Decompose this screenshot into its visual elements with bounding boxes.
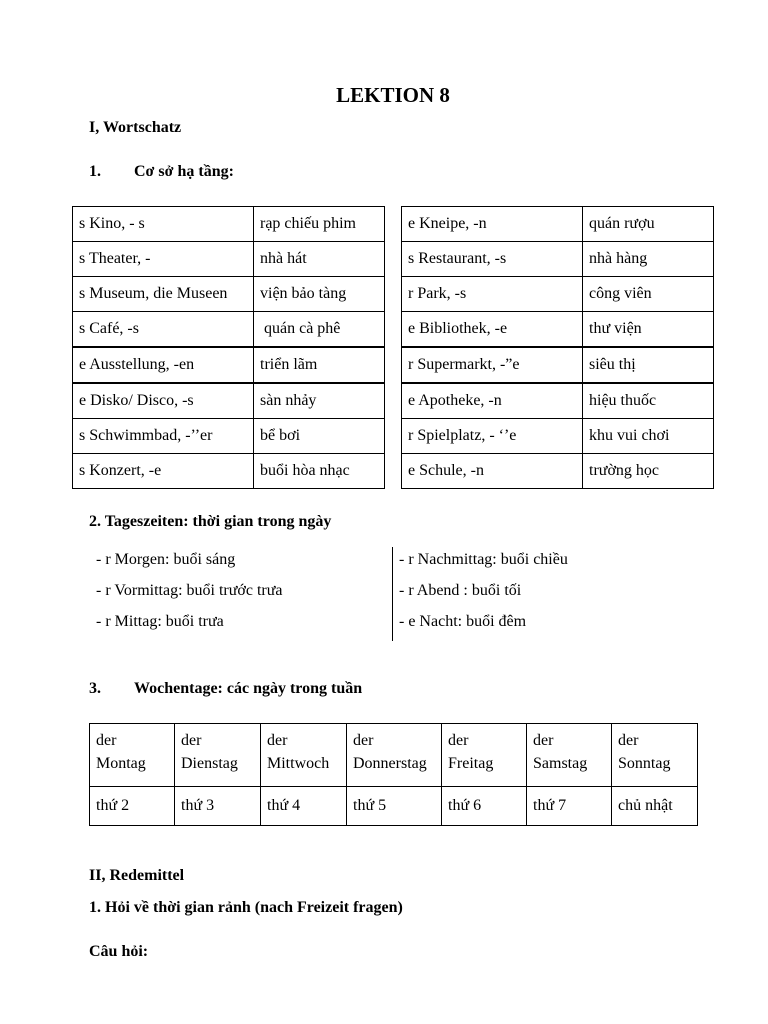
subheading-infrastructure [89, 163, 234, 181]
vocab-german: s Restaurant, -s [402, 242, 583, 277]
vocab-german: r Supermarkt, -”e [402, 347, 583, 383]
vocab-vietnamese: thư viện [583, 312, 714, 348]
weekday-german: der Sonntag [612, 724, 698, 787]
vocab-vietnamese: hiệu thuốc [583, 383, 714, 419]
subheading-text: Cơ sở hạ tầng: [134, 163, 234, 180]
vocab-german: r Spielplatz, - ‘’e [402, 419, 583, 454]
weekday-german: der Freitag [442, 724, 527, 787]
subheading-free-time: 1. Hỏi về thời gian rảnh (nach Freizeit fragen) [89, 899, 403, 916]
questions-label: Câu hỏi: [89, 943, 149, 960]
vocab-vietnamese: bể bơi [254, 419, 385, 454]
subheading-times-of-day: 2. Tageszeiten: thời gian trong ngày [89, 513, 332, 530]
vocab-vietnamese: quán cà phê [254, 312, 385, 348]
vocab-table-right [401, 206, 714, 489]
subheading-text: Wochentage: các ngày trong tuần [134, 680, 363, 697]
time-item: - r Vormittag: buổi trước trưa [96, 582, 283, 599]
vocab-vietnamese: khu vui chơi [583, 419, 714, 454]
subheading-weekdays [89, 680, 362, 698]
times-list-left [96, 544, 283, 637]
vocab-german: e Schule, -n [402, 454, 583, 489]
vocab-vietnamese: quán rượu [583, 207, 714, 242]
time-item: - r Abend : buổi tối [399, 582, 522, 599]
weekday-vietnamese: chủ nhật [612, 787, 698, 826]
vocab-vietnamese: viện bảo tàng [254, 277, 385, 312]
vocab-vietnamese: sàn nhảy [254, 383, 385, 419]
weekday-vietnamese: thứ 5 [347, 787, 442, 826]
weekday-german: der Montag [90, 724, 175, 787]
vocab-german: e Apotheke, -n [402, 383, 583, 419]
vocab-german: s Konzert, -e [73, 454, 254, 489]
vocab-german: e Ausstellung, -en [73, 347, 254, 383]
vocab-german: s Museum, die Museen [73, 277, 254, 312]
weekday-vietnamese: thứ 6 [442, 787, 527, 826]
weekday-vietnamese: thứ 7 [527, 787, 612, 826]
weekday-vietnamese: thứ 2 [90, 787, 175, 826]
weekday-german: der Dienstag [175, 724, 261, 787]
vocab-vietnamese: siêu thị [583, 347, 714, 383]
weekday-vietnamese: thứ 4 [261, 787, 347, 826]
weekday-vietnamese: thứ 3 [175, 787, 261, 826]
vocab-german: r Park, -s [402, 277, 583, 312]
vocab-vietnamese: triển lãm [254, 347, 385, 383]
vocab-german: e Disko/ Disco, -s [73, 383, 254, 419]
vocab-vietnamese: rạp chiếu phim [254, 207, 385, 242]
column-divider [392, 547, 393, 641]
time-item: - r Nachmittag: buổi chiều [399, 551, 568, 568]
weekday-german: der Donnerstag [347, 724, 442, 787]
times-list-right [399, 544, 568, 637]
vocab-vietnamese: nhà hát [254, 242, 385, 277]
time-item: - r Morgen: buổi sáng [96, 551, 236, 568]
vocab-german: e Kneipe, -n [402, 207, 583, 242]
vocab-german: s Schwimmbad, -’’er [73, 419, 254, 454]
vocab-german: s Café, -s [73, 312, 254, 348]
weekday-german: der Mittwoch [261, 724, 347, 787]
vocab-vietnamese: nhà hàng [583, 242, 714, 277]
subheading-number: 1. [89, 163, 101, 180]
weekday-german: der Samstag [527, 724, 612, 787]
weekdays-table [89, 723, 698, 826]
vocab-table-left [72, 206, 385, 489]
section-heading-redemittel: II, Redemittel [89, 867, 185, 884]
vocab-german: s Kino, - s [73, 207, 254, 242]
vocab-german: e Bibliothek, -e [402, 312, 583, 348]
vocab-vietnamese: trường học [583, 454, 714, 489]
section-heading-wortschatz: I, Wortschatz [89, 119, 182, 136]
vocab-german: s Theater, - [73, 242, 254, 277]
time-item: - e Nacht: buổi đêm [399, 613, 527, 630]
vocab-vietnamese: công viên [583, 277, 714, 312]
vocab-vietnamese: buổi hòa nhạc [254, 454, 385, 489]
subheading-number: 3. [89, 680, 101, 697]
time-item: - r Mittag: buổi trưa [96, 613, 224, 630]
page-title: LEKTION 8 [336, 83, 450, 107]
